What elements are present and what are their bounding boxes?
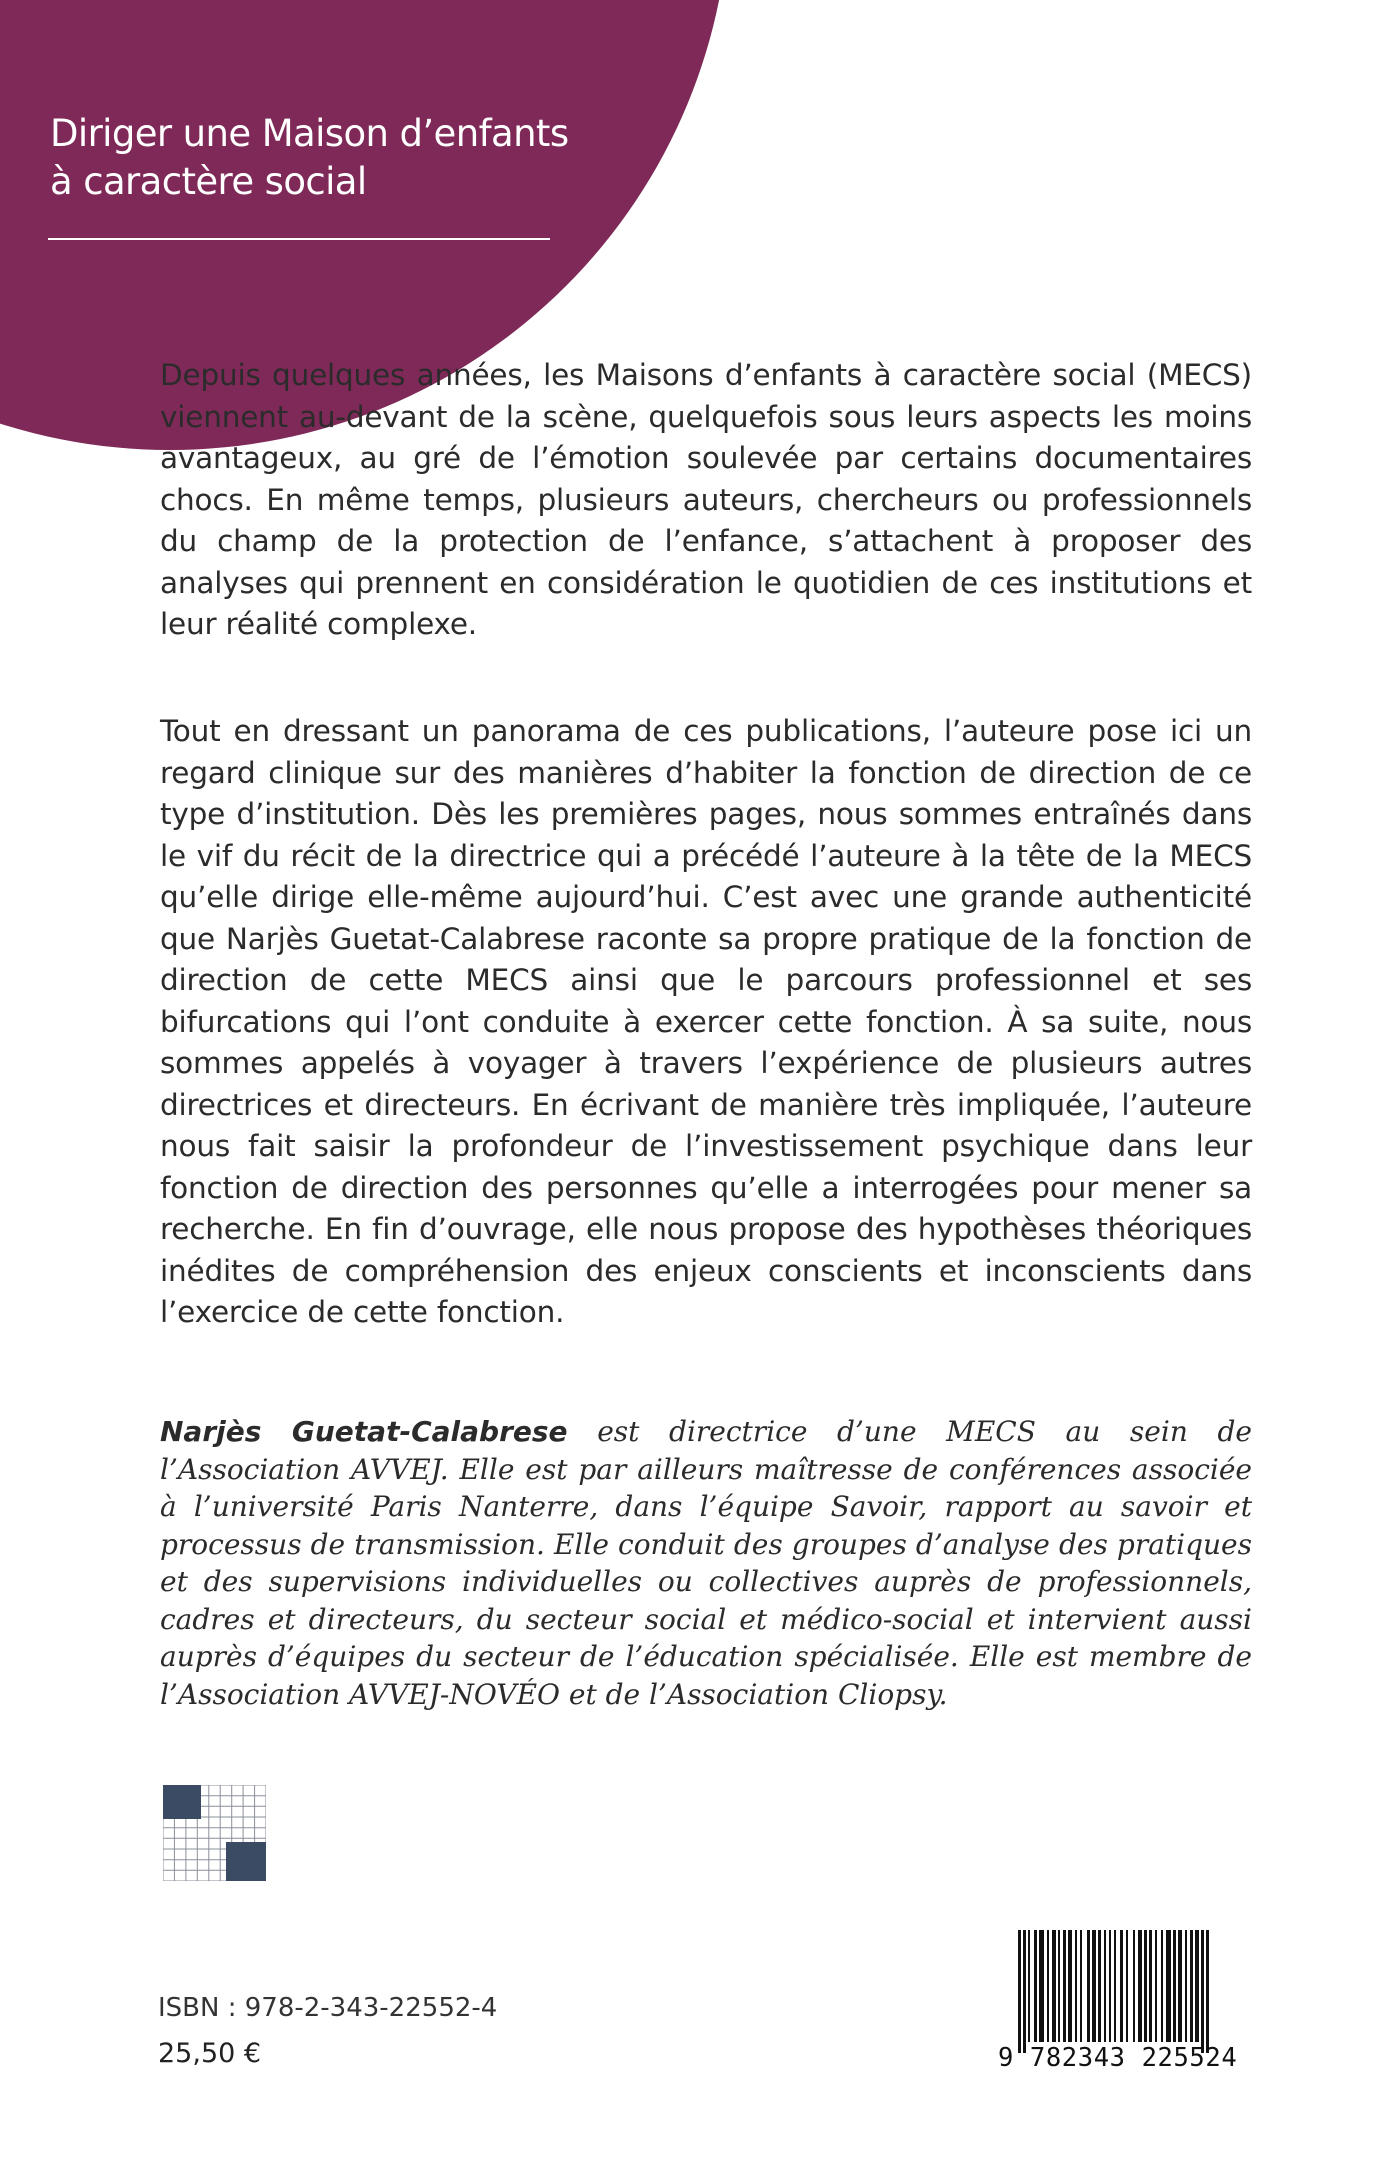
author-bio: [160, 1413, 1252, 1713]
barcode-digits: 9 782343 225524: [998, 2043, 1238, 2073]
barcode-icon: [1016, 1930, 1258, 2053]
grid-logo-icon: [163, 1785, 266, 1881]
blurb-paragraph-1: [160, 355, 1252, 755]
logo-block-top-left: [163, 1785, 201, 1819]
logo-block-bottom-right: [226, 1842, 266, 1881]
blurb-paragraph-2: Tout en dressant un panorama de ces publications, l’auteure pose ici un regard clinique sur des manières d’habiter la fonction de direction de ce type d’institution. Dès les premières pages, nous sommes entraînés dans le vif du récit de la directrice qui a précédé l’auteure à la tête de la MECS qu’elle dirige elle-même aujourd’hui. C’est avec une grande authenticité que Narjès Guetat-Calabrese raconte sa propre pratique de la fonction de direction de cette MECS ainsi que le parcours professionnel et ses bifurcations qui l’ont conduite à exercer cette fonction. À sa suite, nous sommes appelés à voyager à travers l’expérience de plusieurs autres directrices et directeurs. En écrivant de manière très impliquée, l’auteure nous fait saisir la profondeur de l’investissement psychique dans leur fonction de direction des personnes qu’elle a interrogées pour mener sa recherche. En fin d’ouvrage, elle nous propose des hypothèses théoriques inédites de compréhension des enjeux conscients et inconscients dans l’exercice de cette fonction.: [160, 714, 1252, 1329]
series-title: [50, 110, 569, 206]
price: 25,50 €: [158, 2038, 262, 2069]
series-title-line-1: Diriger une Maison d’enfants: [50, 112, 569, 155]
blurb-paragraph-1-text: Depuis quelques années, les Maisons d’enfants à caractère social (MECS) viennent au-devant de la scène, quelquefois sous leurs aspects les moins avantageux, au gré de l’émotion soulevée par certains documentaires chocs. En même temps, plusieurs auteurs, chercheurs ou professionnels du champ de la protection de l’enfance, s’attachent à proposer des analyses qui prennent en considération le quotidien de ces institutions et leur réalité complexe.: [160, 358, 1252, 641]
isbn: ISBN : 978-2-343-22552-4: [158, 1993, 498, 2023]
author-name: Narjès Guetat-Calabrese: [160, 1415, 568, 1448]
series-title-line-2: à caractère social: [50, 160, 367, 203]
title-divider: [48, 238, 550, 240]
author-bio-text: est directrice d’une MECS au sein de l’Association AVVEJ. Elle est par ailleurs maîtresse de conférences associée à l’université Paris Nanterre, dans l’équipe Savoir, rapport au savoir et processus de transmission. Elle conduit des groupes d’analyse des pratiques et des supervisions individuelles ou collectives auprès de professionnels, cadres et directeurs, du secteur social et médico-social et intervient aussi auprès d’équipes du secteur de l’éducation spécialisée. Elle est membre de l’Association AVVEJ-NOVÉO et de l’Association Cliopsy.: [160, 1415, 1252, 1711]
